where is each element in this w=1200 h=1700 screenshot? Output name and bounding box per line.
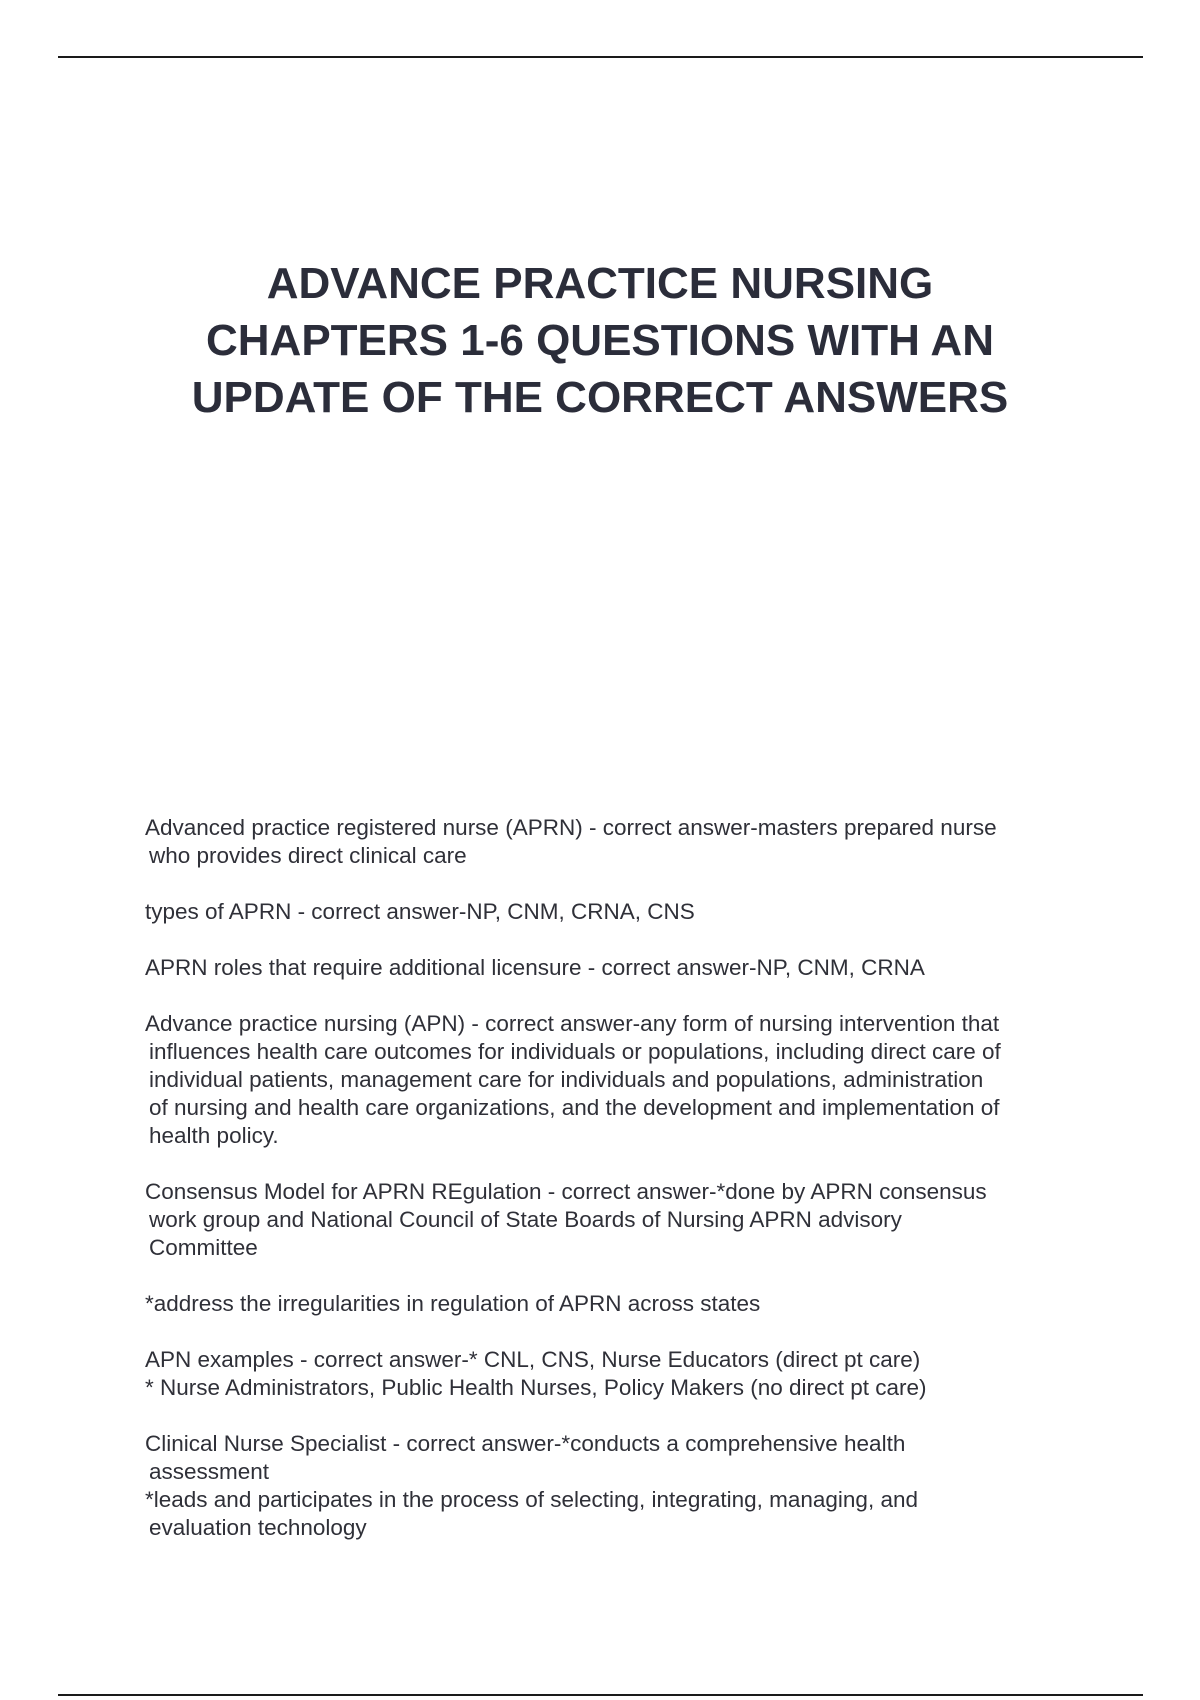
- qa-entry-consensus-model: [145, 1178, 1065, 1262]
- qa-line: influences health care outcomes for individuals or populations, including direct care of: [149, 1039, 1001, 1064]
- qa-line: *address the irregularities in regulation of APRN across states: [145, 1291, 761, 1316]
- qa-line: *leads and participates in the process of selecting, integrating, managing, and: [145, 1487, 918, 1512]
- qa-line: individual patients, management care for individuals and populations, administration: [149, 1067, 984, 1092]
- bottom-divider: [58, 1694, 1143, 1696]
- qa-entry-aprn-types: [145, 898, 1065, 926]
- qa-line: Committee: [149, 1235, 258, 1260]
- qa-line: assessment: [149, 1459, 270, 1484]
- qa-line: Advanced practice registered nurse (APRN) - correct answer-masters prepared nurse: [145, 815, 997, 840]
- title-line-1: ADVANCE PRACTICE NURSING: [266, 259, 934, 308]
- title-line-2: CHAPTERS 1-6 QUESTIONS WITH AN: [206, 316, 994, 365]
- qa-entry-apn-examples: [145, 1346, 1065, 1402]
- qa-entry-aprn-licensure: [145, 954, 1065, 982]
- qa-line: health policy.: [149, 1123, 279, 1148]
- qa-entry-aprn-definition: [145, 814, 1065, 870]
- title-line-3: UPDATE OF THE CORRECT ANSWERS: [191, 373, 1009, 422]
- qa-line: Clinical Nurse Specialist - correct answer-*conducts a comprehensive health: [145, 1431, 906, 1456]
- qa-entry-apn-definition: [145, 1010, 1065, 1150]
- top-divider: [58, 56, 1143, 58]
- qa-line: types of APRN - correct answer-NP, CNM, CRNA, CNS: [145, 899, 695, 924]
- qa-line: work group and National Council of State Boards of Nursing APRN advisory: [149, 1207, 902, 1232]
- qa-line: Consensus Model for APRN REgulation - correct answer-*done by APRN consensus: [145, 1179, 987, 1204]
- qa-entry-clinical-nurse-specialist: [145, 1430, 1065, 1542]
- document-title: [0, 255, 1200, 426]
- qa-list: [145, 814, 1065, 1570]
- qa-line: Advance practice nursing (APN) - correct answer-any form of nursing intervention that: [145, 1011, 1000, 1036]
- qa-line: * Nurse Administrators, Public Health Nurses, Policy Makers (no direct pt care): [145, 1375, 927, 1400]
- qa-entry-consensus-note: [145, 1290, 1065, 1318]
- qa-line: APRN roles that require additional licensure - correct answer-NP, CNM, CRNA: [145, 955, 925, 980]
- qa-line: evaluation technology: [149, 1515, 367, 1540]
- qa-line: who provides direct clinical care: [149, 843, 467, 868]
- qa-line: of nursing and health care organizations, and the development and implementation of: [149, 1095, 1000, 1120]
- qa-line: APN examples - correct answer-* CNL, CNS, Nurse Educators (direct pt care): [145, 1347, 921, 1372]
